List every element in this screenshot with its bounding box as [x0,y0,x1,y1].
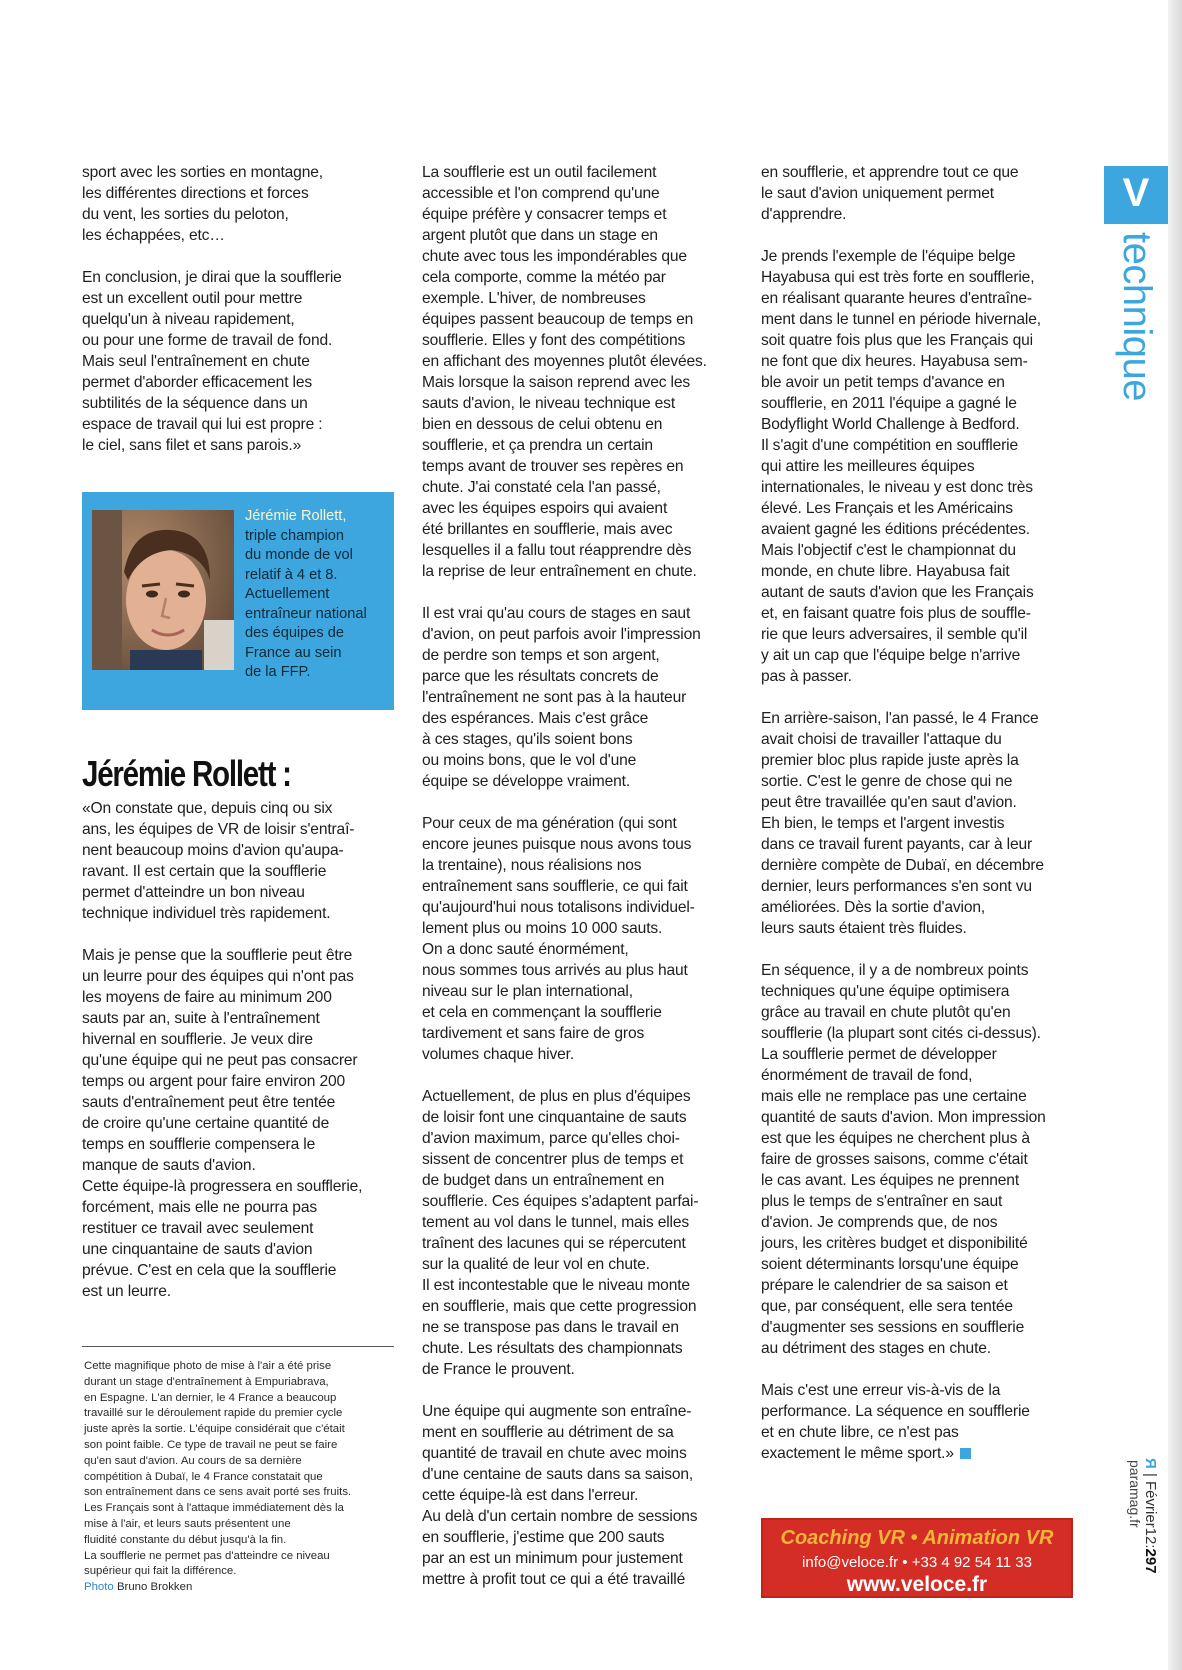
author-photo [92,510,234,670]
section-tab [1104,166,1168,224]
quote-paragraph-1: «On constate que, depuis cinq ou six ans, les équipes de VR de loisir s'entraî- nent beaucoup moins d'avion qu'aupa- ravant. Il est certain que la soufflerie permet d'atteindre un bon niveau technique individuel très rapidement. [82,800,355,922]
col3-paragraph-3: En arrière-saison, l'an passé, le 4 France avait choisi de travailler l'attaque du premier bloc plus rapide juste après la sortie. C'est le genre de chose qui ne peut être travaillée qu'en saut d'avion. Eh bien, le temps et l'argent investis dans ce travail furent payants, car à leur dernière compète de Dubaï, en décembre dernier, leurs performances s'en sont vu améliorées. Dès la sortie d'avion, leurs sauts étaient très fluides. [761,710,1044,937]
advertisement-veloce[interactable] [761,1518,1073,1598]
column-2 [422,162,734,1590]
caption-photographer: Bruno Brokken [116,1581,193,1594]
folio-page-number: 297 [1142,1548,1159,1574]
col2-paragraph-2: Il est vrai qu'au cours de stages en saut d'avion, on peut parfois avoir l'impression de perdre son temps et son argent, parce que les résultats concrets de l'entraînement ne sont pas à la hauteur des espérances. Mais c'est grâce à ces stages, qu'ils soient bons ou moins bons, que le vol d'une équipe se développe vraiment. [422,605,701,790]
col2-paragraph-5: Une équipe qui augmente son entraîne- ment en soufflerie au détriment de sa quantité de travail en chute avec moins d'une centaine de sauts dans sa saison, cette équipe-là est dans l'erreur. Au delà d'un certain nombre de sessions en soufflerie, j'estime que 200 sauts par an est un minimum pour justement mettre à profit tout ce qui a été travaillé [422,1403,698,1588]
column-3 [761,162,1073,1485]
quote-body [82,798,394,1323]
col3-paragraph-1: en soufflerie, et apprendre tout ce que le saut d'avion uniquement permet d'apprendre. [761,164,1019,223]
col2-paragraph-1: La soufflerie est un outil facilement accessible et l'on comprend qu'une équipe préfère y consacrer temps et argent plutôt que dans un stage en chute avec tous les impondérables que cela comporte, comme la météo par exemple. L'hiver, de nombreuses équipes passent beaucoup de temps en soufflerie. Elles y font des compétitions en affichant des moyennes plutôt élevées. Mais lorsque la saison reprend avec les sauts d'avion, le niveau technique est bien en dessous de celui obtenu en soufflerie, et ça prendra un certain temps avant de trouver ses repères en chute. J'ai constaté cela l'an passé, avec les équipes espoirs qui avaient été brillantes en soufflerie, mais avec lesquelles il a fallu tout réapprendre dès la reprise de leur entraînement en chute. [422,164,707,580]
author-box [82,492,394,710]
column-1 [82,162,394,477]
folio: Я | Février12:297 [1142,1458,1159,1574]
ad-website-link[interactable]: www.veloce.fr [846,1573,988,1596]
col1-paragraph-2: En conclusion, je dirai que la soufflerie est un excellent outil pour mettre quelqu'un à niveau rapidement, ou pour une forme de travail de fond. Mais seul l'entraînement en chute permet d'aborder efficacement les subtilités de la séquence dans un espace de travail qui lui est propre : le ciel, sans filet et sans parois.» [82,269,342,454]
ad-contact[interactable]: info@veloce.fr • +33 4 92 54 11 33 [802,1554,1032,1571]
col3-paragraph-5-text: Mais c'est une erreur vis-à-vis de la performance. La séquence en soufflerie et en chute libre, ce n'est pas exactement le même sport.» [761,1382,1030,1462]
photo-caption [84,1359,396,1596]
col3-paragraph-2: Je prends l'exemple de l'équipe belge Hayabusa qui est très forte en soufflerie, en réalisant quarante heures d'entraîne- ment dans le tunnel en période hivernale, soit quatre fois plus que les Français qui ne font que dix heures. Hayabusa sem- ble avoir un petit temps d'avance en soufflerie, en 2011 l'équipe a gagné le Bodyflight World Challenge à Bedford. Il s'agit d'une compétition en soufflerie qui attire les meilleures équipes internationales, le niveau y est donc très élevé. Les Français et les Américains avaient gagné les éditions précédentes. Mais l'objectif c'est le championnat du monde, en chute libre. Hayabusa fait autant de sauts d'avion que les Français et, en faisant quatre fois plus de souffle- rie que leurs adversaires, il semble qu'il y ait un cap que l'équipe belge n'arrive pas à passer. [761,248,1041,685]
folio-date: Février12 [1142,1481,1159,1545]
quote-paragraph-2: Mais je pense que la soufflerie peut être un leurre pour des équipes qui n'ont pas les moyens de faire au minimum 200 sauts par an, suite à l'entraînement hivernal en soufflerie. Je veux dire qu'une équipe qui ne peut pas consacrer temps ou argent pour faire environ 200 sauts d'entraînement peut être tentée de croire qu'une certaine quantité de temps en soufflerie compensera le manque de sauts d'avion. Cette équipe-là progressera en soufflerie, forcément, mais elle ne pourra pas restituer ce travail avec seulement une cinquantaine de sauts d'avion prévue. C'est en cela que la soufflerie est un leurre. [82,947,363,1300]
col2-paragraph-4: Actuellement, de plus en plus d'équipes de loisir font une cinquantaine de sauts d'avion maximum, parce qu'elles choi- sissent de concentrer plus de temps et de budget dans un entraînement en soufflerie. Ces équipes s'adaptent parfai- tement au vol dans le tunnel, mais elles traînent des lacunes qui se répercutent sur la qualité de leur vol en chute. Il est incontestable que le niveau monte en soufflerie, mais que cette progression ne se transpose pas dans le travail en chute. Les résultats des championnats de France le prouvent. [422,1088,699,1378]
magazine-logo-icon: Я [1142,1458,1159,1469]
end-of-article-square-icon [960,1448,971,1459]
section-tab-letter: V [1122,171,1150,215]
ad-headline: Coaching VR • Animation VR [780,1527,1054,1549]
caption-text: Cette magnifique photo de mise à l'air a été prise durant un stage d'entraînement à Empuriabrava, en Espagne. L'an dernier, le 4 France a beaucoup travaillé sur le déroulement rapide du premier cycle juste après la sortie. L'équipe considérait que c'était son point faible. Ce type de travail ne peut se faire qu'en saut d'avion. Au cours de sa dernière compétition à Dubaï, le 4 France constatait que son entraînement dans ce sens avait porté ses fruits. Les Français sont à l'attaque immédiatement dès la mise à l'air, et leurs sauts présentent une fluidité constante du début jusqu'à la fin. La soufflerie ne permet pas d'atteindre ce niveau supérieur qui fait la différence. [84,1360,352,1578]
author-bio-name: Jérémie Rollett, [245,508,347,524]
quote-title: Jérémie Rollett : [82,753,291,794]
section-label: technique [1115,232,1159,401]
col3-paragraph-5 [761,1380,1073,1464]
caption-divider [82,1346,394,1347]
col3-paragraph-4: En séquence, il y a de nombreux points techniques qu'une équipe optimisera grâce au travail en chute plutôt qu'en soufflerie (la plupart sont cités ci-dessus). La soufflerie permet de développer énormément de travail de fond, mais elle ne remplace pas une certaine quantité de sauts d'avion. Mon impression est que les équipes ne cherchent plus à faire de grosses saisons, comme c'était le cas avant. Les équipes ne prennent plus le temps de s'entraîner en saut d'avion. Je comprends que, de nos jours, les critères budget et disponibilité soient déterminants lorsqu'une équipe prépare le calendrier de sa saison et que, par conséquent, elle sera tentée d'augmenter ses sessions en soufflerie au détriment des stages en chute. [761,962,1046,1357]
author-portrait-image [92,510,234,670]
col2-paragraph-3: Pour ceux de ma génération (qui sont encore jeunes puisque nous avons tous la trentaine), nous réalisions nos entraînement sans soufflerie, ce qui fait qu'aujourd'hui nous totalisons individuel- lement plus ou moins 10 000 sauts. On a donc sauté énormément, nous sommes tous arrivés au plus haut niveau sur le plan international, et cela en commençant la soufflerie tardivement et sans faire de gros volumes chaque hiver. [422,815,695,1063]
page-edge [1168,0,1182,1670]
folio-site: paramag.fr [1127,1460,1143,1528]
author-bio-text: triple champion du monde de vol relatif à 4 et 8. Actuellement entraîneur national des équipes de France au sein de la FFP. [245,527,367,680]
col1-paragraph-1: sport avec les sorties en montagne, les différentes directions et forces du vent, les sorties du peloton, les échappées, etc… [82,164,323,244]
caption-photo-label: Photo [84,1581,114,1594]
author-bio [245,507,389,683]
